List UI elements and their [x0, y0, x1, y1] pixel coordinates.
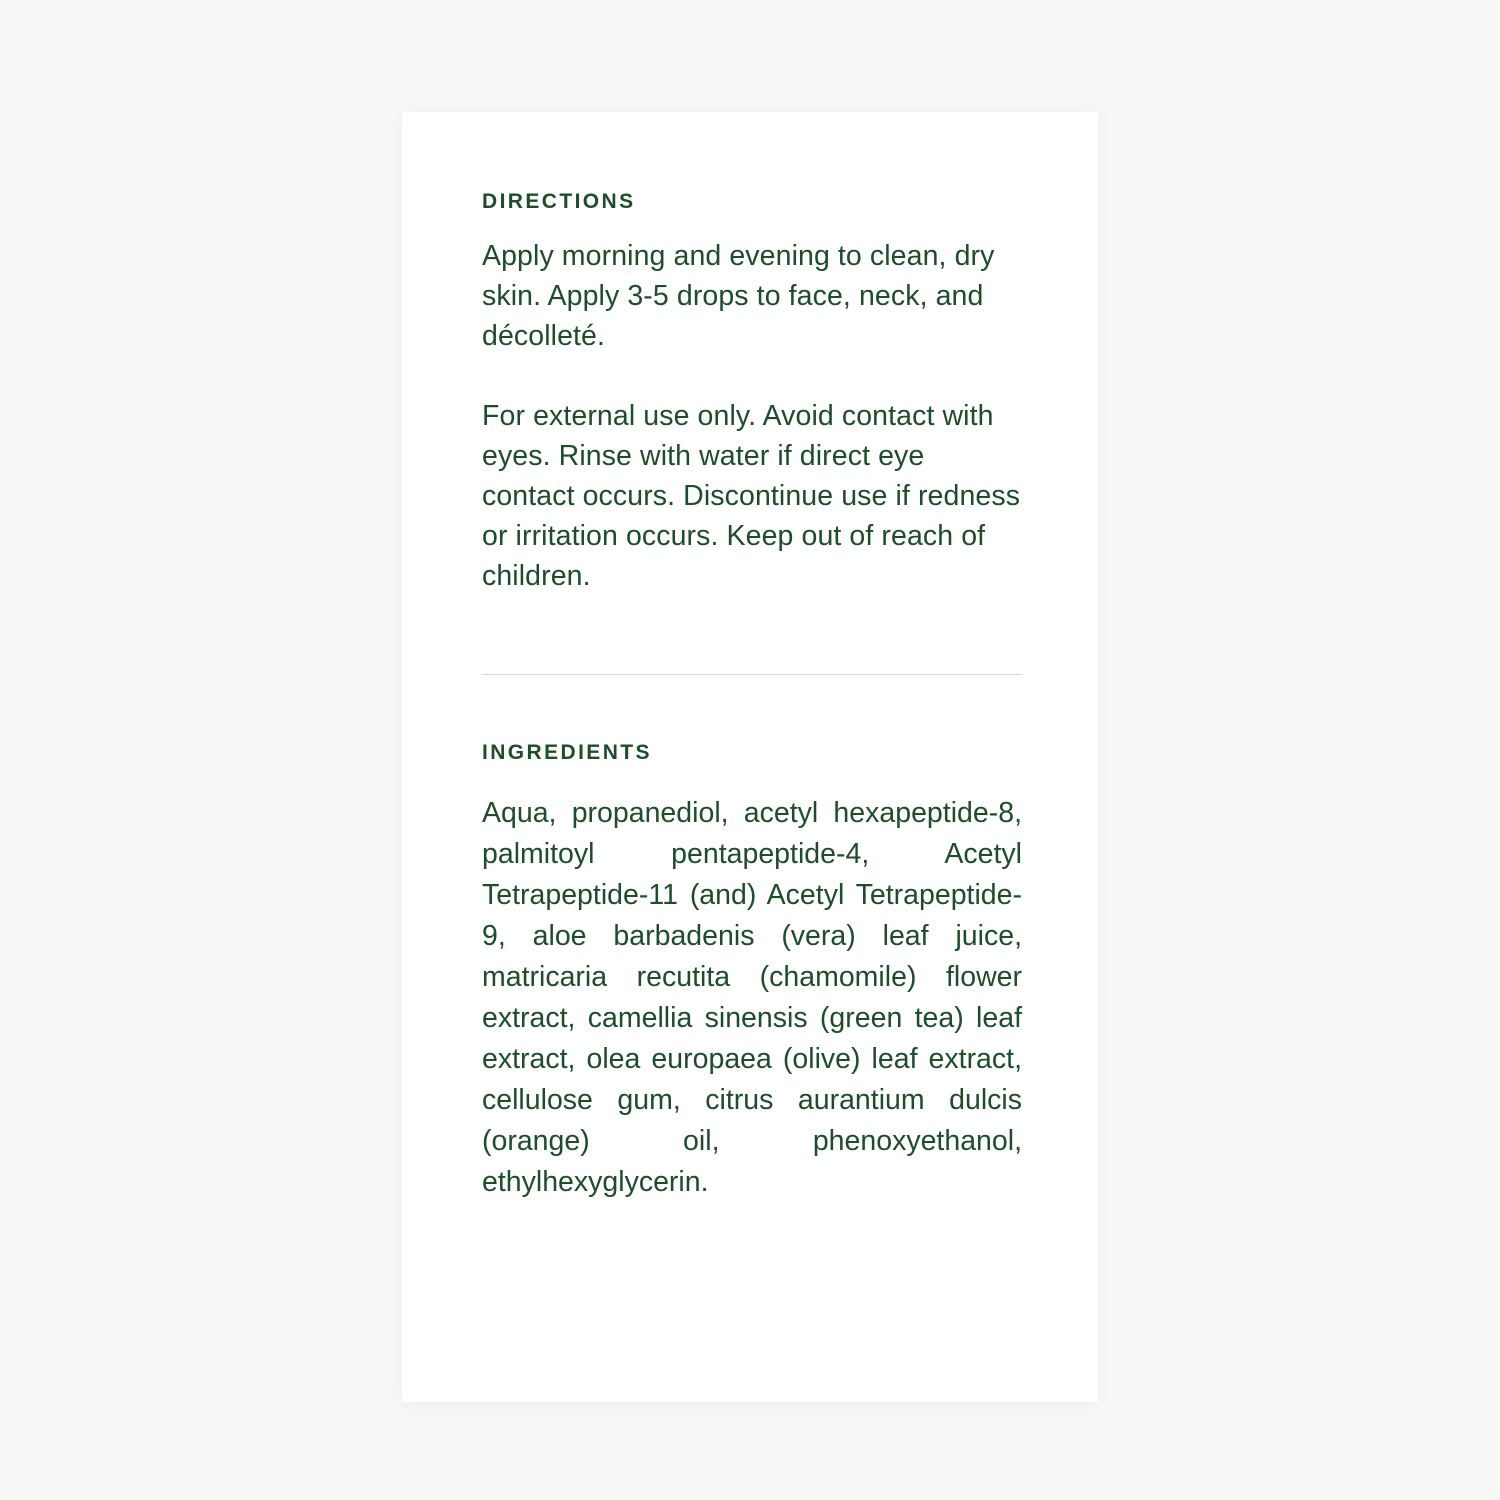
directions-paragraph-1: Apply morning and evening to clean, dry skin. Apply 3-5 drops to face, neck, and décolleté. [482, 240, 995, 352]
ingredients-heading: INGREDIENTS [482, 741, 652, 764]
directions-paragraph-2: For external use only. Avoid contact with eyes. Rinse with water if direct eye contact occurs. Discontinue use if redness or irritation occurs. Keep out of reach of children. [482, 400, 1021, 592]
section-divider [482, 674, 1022, 675]
ingredients-section [482, 741, 1022, 1203]
directions-section [482, 190, 1022, 596]
product-label-card [402, 112, 1098, 1402]
ingredients-list: Aqua, propanediol, acetyl hexapeptide-8, palmitoyl pentapeptide-4, Acetyl Tetrapeptide-11 (and) Acetyl Tetrapeptide-9, aloe barbadenis (vera) leaf juice, matricaria recutita (chamomile) flower extract, camellia sinensis (green tea) leaf extract, olea europaea (olive) leaf extract, cellulose gum, citrus aurantium dulcis (orange) oil, phenoxyethanol, ethylhexyglycerin. [482, 797, 1022, 1198]
directions-heading: DIRECTIONS [482, 190, 636, 213]
label-content [482, 190, 1022, 1203]
